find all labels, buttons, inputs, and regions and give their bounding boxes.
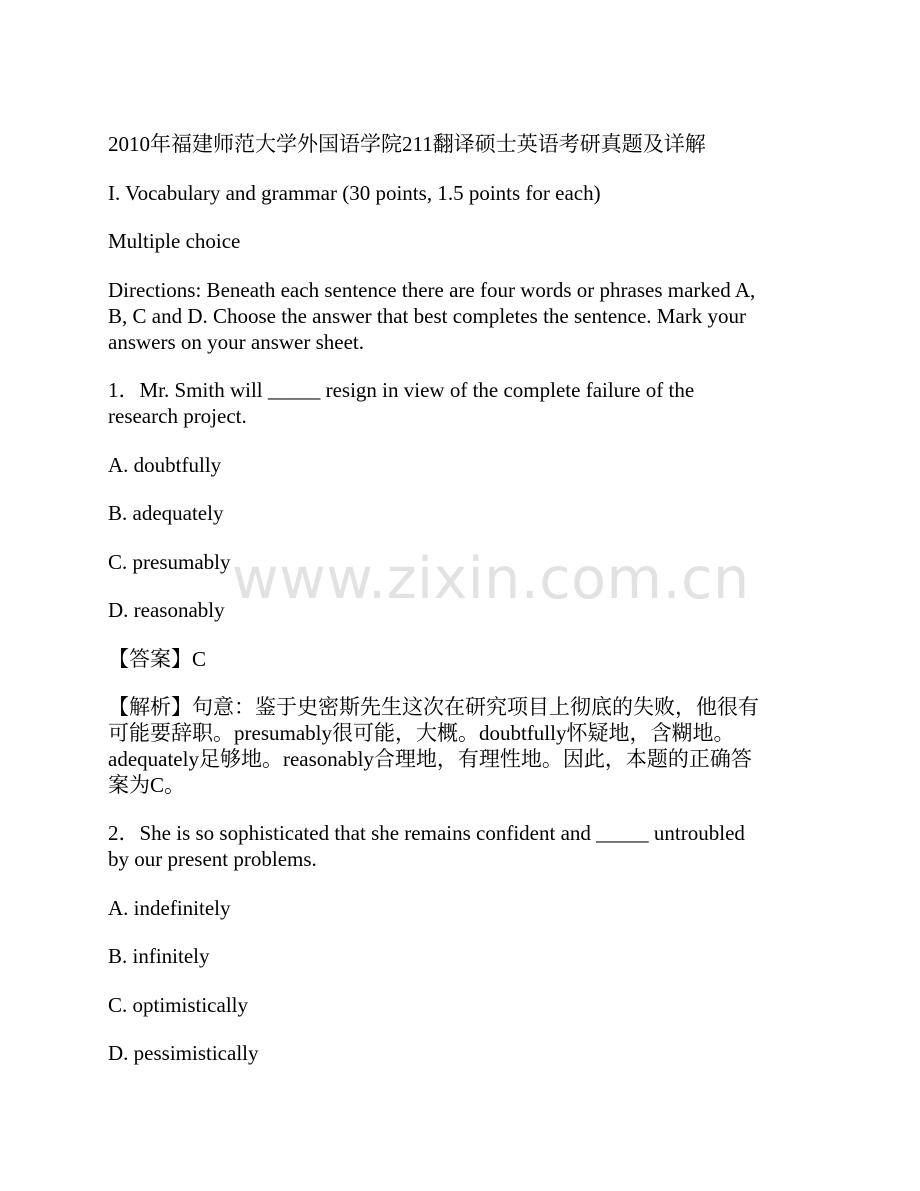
question-1-explanation: 可能要辞职。presumably很可能，大概。doubtfully怀疑地，含糊地。 — [108, 721, 735, 745]
directions-line: B, C and D. Choose the answer that best completes the sentence. Mark your — [108, 304, 747, 328]
question-2-option-d: D. pessimistically — [108, 1041, 259, 1065]
question-1-stem: 1．Mr. Smith will _____ resign in view of the complete failure of the — [108, 378, 695, 402]
directions-line: answers on your answer sheet. — [108, 330, 365, 354]
section-heading: I. Vocabulary and grammar (30 points, 1.5 points for each) — [108, 181, 601, 205]
question-1-option-b: B. adequately — [108, 501, 224, 525]
watermark-text: www.zixin.com.cn — [232, 546, 750, 612]
question-1-option-d: D. reasonably — [108, 598, 225, 622]
question-1-explanation: 案为C。 — [108, 773, 186, 797]
question-1-explanation: adequately足够地。reasonably合理地，有理性地。因此，本题的正确答 — [108, 747, 752, 771]
question-2-stem: 2．She is so sophisticated that she remains confident and _____ untroubled — [108, 821, 745, 845]
question-1-option-a: A. doubtfully — [108, 453, 222, 477]
question-1-option-c: C. presumably — [108, 550, 231, 574]
question-2-stem: by our present problems. — [108, 847, 317, 871]
question-2-option-a: A. indefinitely — [108, 896, 231, 920]
question-2-option-b: B. infinitely — [108, 944, 210, 968]
subheading: Multiple choice — [108, 229, 241, 253]
question-1-stem: research project. — [108, 404, 247, 428]
document-title: 2010年福建师范大学外国语学院211翻译硕士英语考研真题及详解 — [108, 132, 706, 156]
question-1-explanation: 【解析】句意：鉴于史密斯先生这次在研究项目上彻底的失败，他很有 — [108, 695, 759, 719]
question-1-answer: 【答案】C — [108, 647, 207, 671]
question-2-option-c: C. optimistically — [108, 993, 248, 1017]
directions-line: Directions: Beneath each sentence there are four words or phrases marked A, — [108, 278, 756, 302]
